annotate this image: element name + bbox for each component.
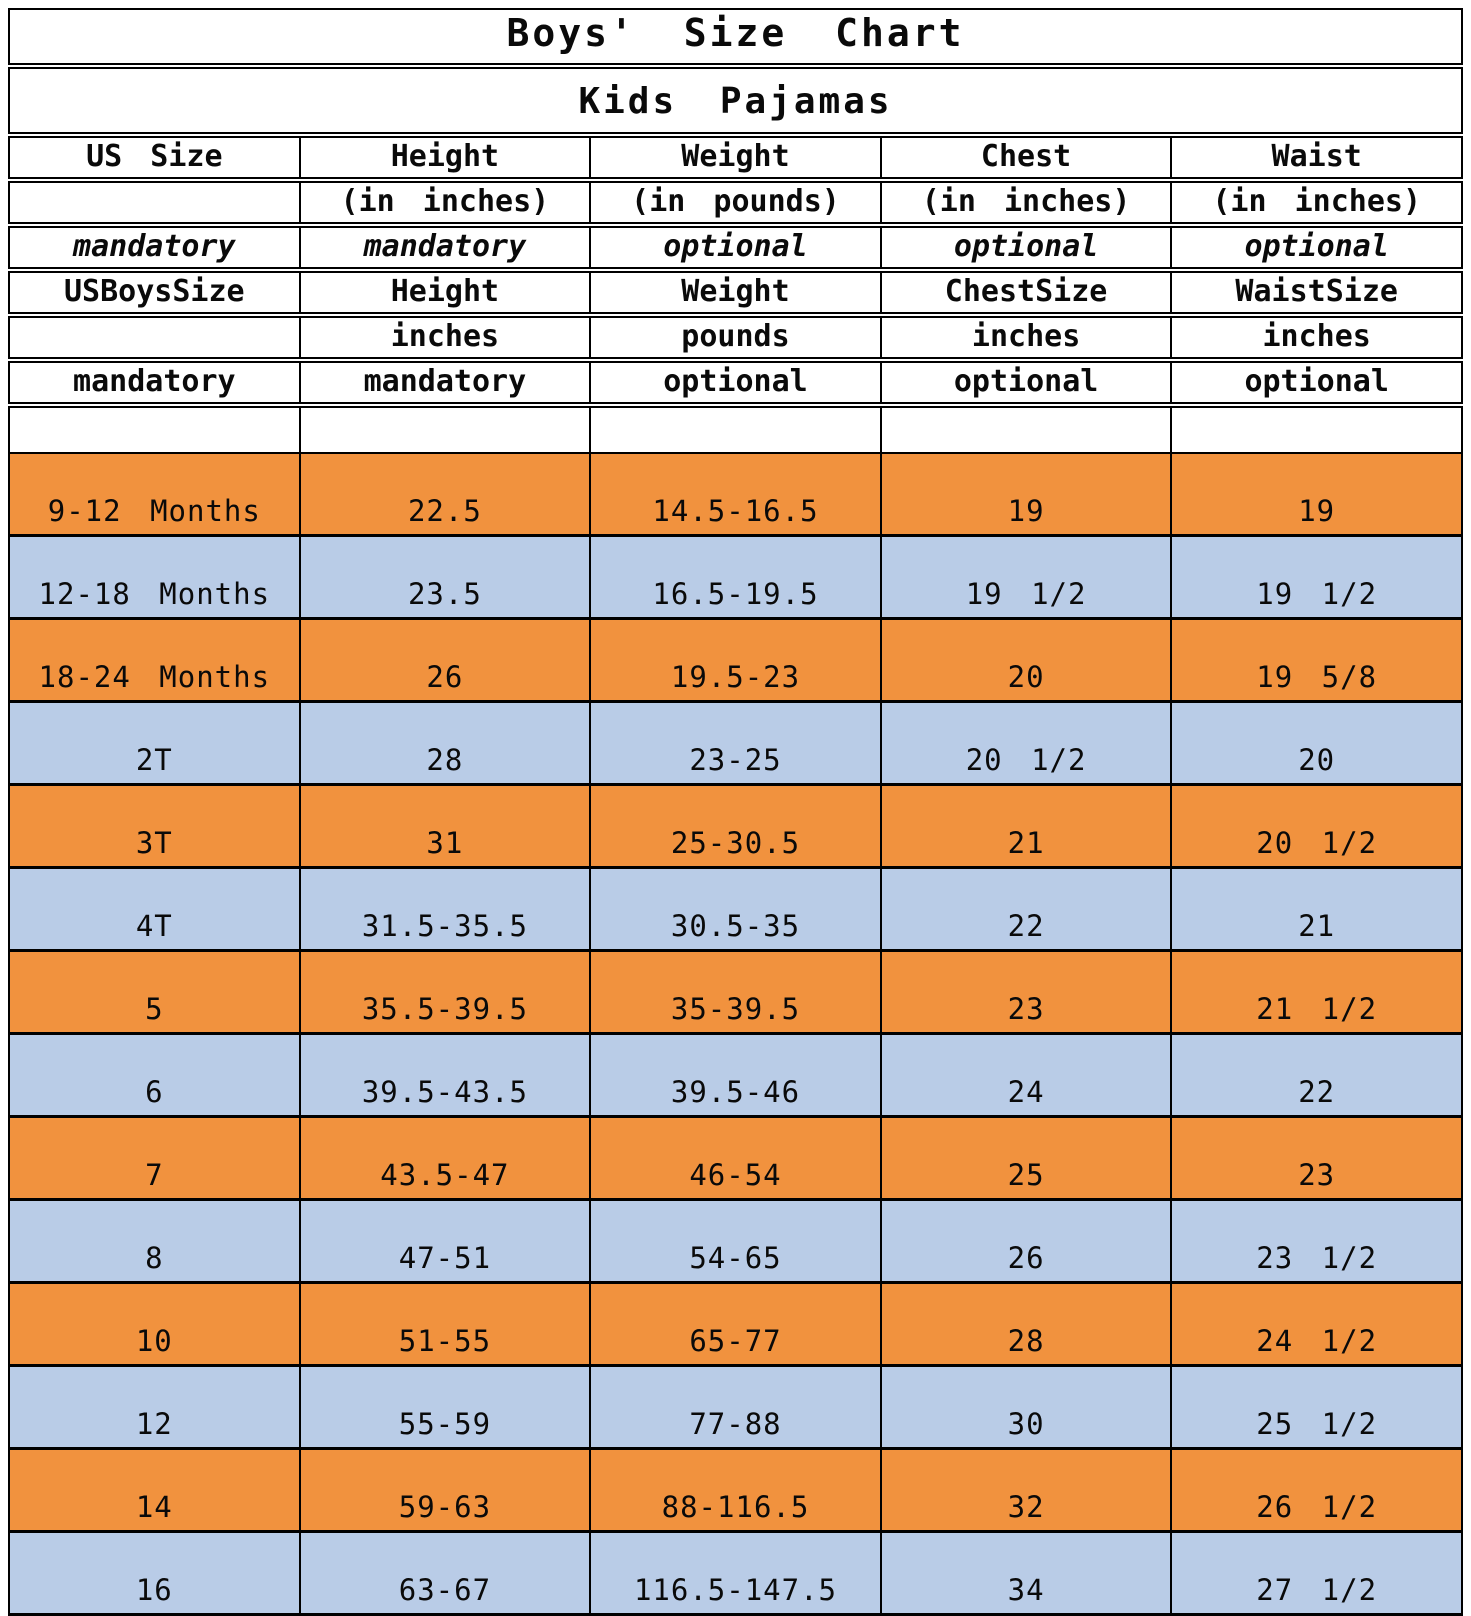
data-cell: 27 1/2 (1171, 1532, 1462, 1615)
data-cell: 22.5 (300, 453, 591, 536)
header-cell: (in inches) (1171, 180, 1462, 225)
data-cell: 25 (881, 1117, 1172, 1200)
spacer-cell (590, 405, 881, 453)
header-cell: Chest (881, 135, 1172, 180)
data-cell: 19 1/2 (1171, 536, 1462, 619)
header-cell: (in inches) (300, 180, 591, 225)
data-cell: 55-59 (300, 1366, 591, 1449)
data-cell: 43.5-47 (300, 1117, 591, 1200)
table-row (9, 951, 1462, 1034)
table-row (9, 1200, 1462, 1283)
header-cell: Waist (1171, 135, 1462, 180)
data-cell: 47-51 (300, 1200, 591, 1283)
spacer-cell (881, 405, 1172, 453)
data-cell: 10 (9, 1283, 300, 1366)
header-cell: (in pounds) (590, 180, 881, 225)
chart-subtitle: Kids Pajamas (9, 66, 1462, 135)
size-chart-table (8, 8, 1463, 1616)
table-row (9, 1532, 1462, 1615)
data-cell: 19 1/2 (881, 536, 1172, 619)
data-cell: 26 (300, 619, 591, 702)
header-cell: mandatory (9, 225, 300, 270)
data-cell: 39.5-43.5 (300, 1034, 591, 1117)
header-cell: inches (300, 315, 591, 360)
data-cell: 3T (9, 785, 300, 868)
header-cell: optional (881, 360, 1172, 405)
data-cell: 22 (1171, 1034, 1462, 1117)
data-cell: 116.5-147.5 (590, 1532, 881, 1615)
header-row (9, 360, 1462, 405)
header-cell: WaistSize (1171, 270, 1462, 315)
data-cell: 7 (9, 1117, 300, 1200)
data-cell: 18-24 Months (9, 619, 300, 702)
data-cell: 19 (881, 453, 1172, 536)
data-cell: 14 (9, 1449, 300, 1532)
data-cell: 6 (9, 1034, 300, 1117)
data-cell: 24 (881, 1034, 1172, 1117)
data-cell: 21 (1171, 868, 1462, 951)
table-row (9, 1034, 1462, 1117)
header-cell: optional (1171, 225, 1462, 270)
header-cell: Weight (590, 270, 881, 315)
data-cell: 51-55 (300, 1283, 591, 1366)
data-cell: 2T (9, 702, 300, 785)
table-row (9, 702, 1462, 785)
data-cell: 77-88 (590, 1366, 881, 1449)
data-cell: 23 (881, 951, 1172, 1034)
table-row (9, 1283, 1462, 1366)
header-cell: US Size (9, 135, 300, 180)
data-cell: 35-39.5 (590, 951, 881, 1034)
spacer-row (9, 405, 1462, 453)
spacer-cell (300, 405, 591, 453)
data-cell: 22 (881, 868, 1172, 951)
data-cell: 59-63 (300, 1449, 591, 1532)
header-row (9, 135, 1462, 180)
data-cell: 28 (881, 1283, 1172, 1366)
table-row (9, 536, 1462, 619)
data-cell: 25-30.5 (590, 785, 881, 868)
header-cell: USBoysSize (9, 270, 300, 315)
data-cell: 20 1/2 (1171, 785, 1462, 868)
spacer-cell (9, 405, 300, 453)
header-cell: (in inches) (881, 180, 1172, 225)
data-cell: 34 (881, 1532, 1172, 1615)
header-cell (9, 315, 300, 360)
data-cell: 19 (1171, 453, 1462, 536)
header-row (9, 180, 1462, 225)
header-row (9, 315, 1462, 360)
header-cell: inches (1171, 315, 1462, 360)
data-cell: 30 (881, 1366, 1172, 1449)
data-cell: 4T (9, 868, 300, 951)
header-cell: optional (590, 225, 881, 270)
table-row (9, 1117, 1462, 1200)
data-cell: 30.5-35 (590, 868, 881, 951)
table-row (9, 1449, 1462, 1532)
data-cell: 39.5-46 (590, 1034, 881, 1117)
data-cell: 25 1/2 (1171, 1366, 1462, 1449)
header-cell (9, 180, 300, 225)
table-row (9, 619, 1462, 702)
data-cell: 32 (881, 1449, 1172, 1532)
data-cell: 16 (9, 1532, 300, 1615)
header-cell: inches (881, 315, 1172, 360)
data-cell: 65-77 (590, 1283, 881, 1366)
data-cell: 88-116.5 (590, 1449, 881, 1532)
chart-title-row (9, 9, 1462, 66)
data-cell: 23 (1171, 1117, 1462, 1200)
data-cell: 21 (881, 785, 1172, 868)
data-cell: 20 (1171, 702, 1462, 785)
data-cell: 28 (300, 702, 591, 785)
data-cell: 63-67 (300, 1532, 591, 1615)
data-cell: 54-65 (590, 1200, 881, 1283)
data-cell: 16.5-19.5 (590, 536, 881, 619)
data-cell: 8 (9, 1200, 300, 1283)
header-cell: Height (300, 270, 591, 315)
data-cell: 31 (300, 785, 591, 868)
header-row (9, 225, 1462, 270)
data-cell: 26 (881, 1200, 1172, 1283)
header-cell: pounds (590, 315, 881, 360)
data-cell: 9-12 Months (9, 453, 300, 536)
table-row (9, 1366, 1462, 1449)
data-cell: 35.5-39.5 (300, 951, 591, 1034)
data-cell: 23-25 (590, 702, 881, 785)
header-cell: mandatory (9, 360, 300, 405)
data-cell: 12 (9, 1366, 300, 1449)
data-cell: 26 1/2 (1171, 1449, 1462, 1532)
header-cell: mandatory (300, 360, 591, 405)
data-cell: 23 1/2 (1171, 1200, 1462, 1283)
data-cell: 14.5-16.5 (590, 453, 881, 536)
header-cell: ChestSize (881, 270, 1172, 315)
table-row (9, 453, 1462, 536)
chart-title: Boys' Size Chart (9, 9, 1462, 66)
data-cell: 21 1/2 (1171, 951, 1462, 1034)
header-row (9, 270, 1462, 315)
chart-subtitle-row (9, 66, 1462, 135)
data-cell: 19 5/8 (1171, 619, 1462, 702)
size-chart (8, 8, 1463, 1616)
header-cell: Weight (590, 135, 881, 180)
table-row (9, 785, 1462, 868)
header-cell: optional (1171, 360, 1462, 405)
data-cell: 46-54 (590, 1117, 881, 1200)
data-cell: 5 (9, 951, 300, 1034)
header-cell: optional (881, 225, 1172, 270)
data-cell: 20 (881, 619, 1172, 702)
data-cell: 24 1/2 (1171, 1283, 1462, 1366)
spacer-cell (1171, 405, 1462, 453)
header-cell: mandatory (300, 225, 591, 270)
data-cell: 12-18 Months (9, 536, 300, 619)
data-cell: 20 1/2 (881, 702, 1172, 785)
table-row (9, 868, 1462, 951)
header-cell: Height (300, 135, 591, 180)
data-cell: 31.5-35.5 (300, 868, 591, 951)
data-cell: 19.5-23 (590, 619, 881, 702)
data-cell: 23.5 (300, 536, 591, 619)
header-cell: optional (590, 360, 881, 405)
